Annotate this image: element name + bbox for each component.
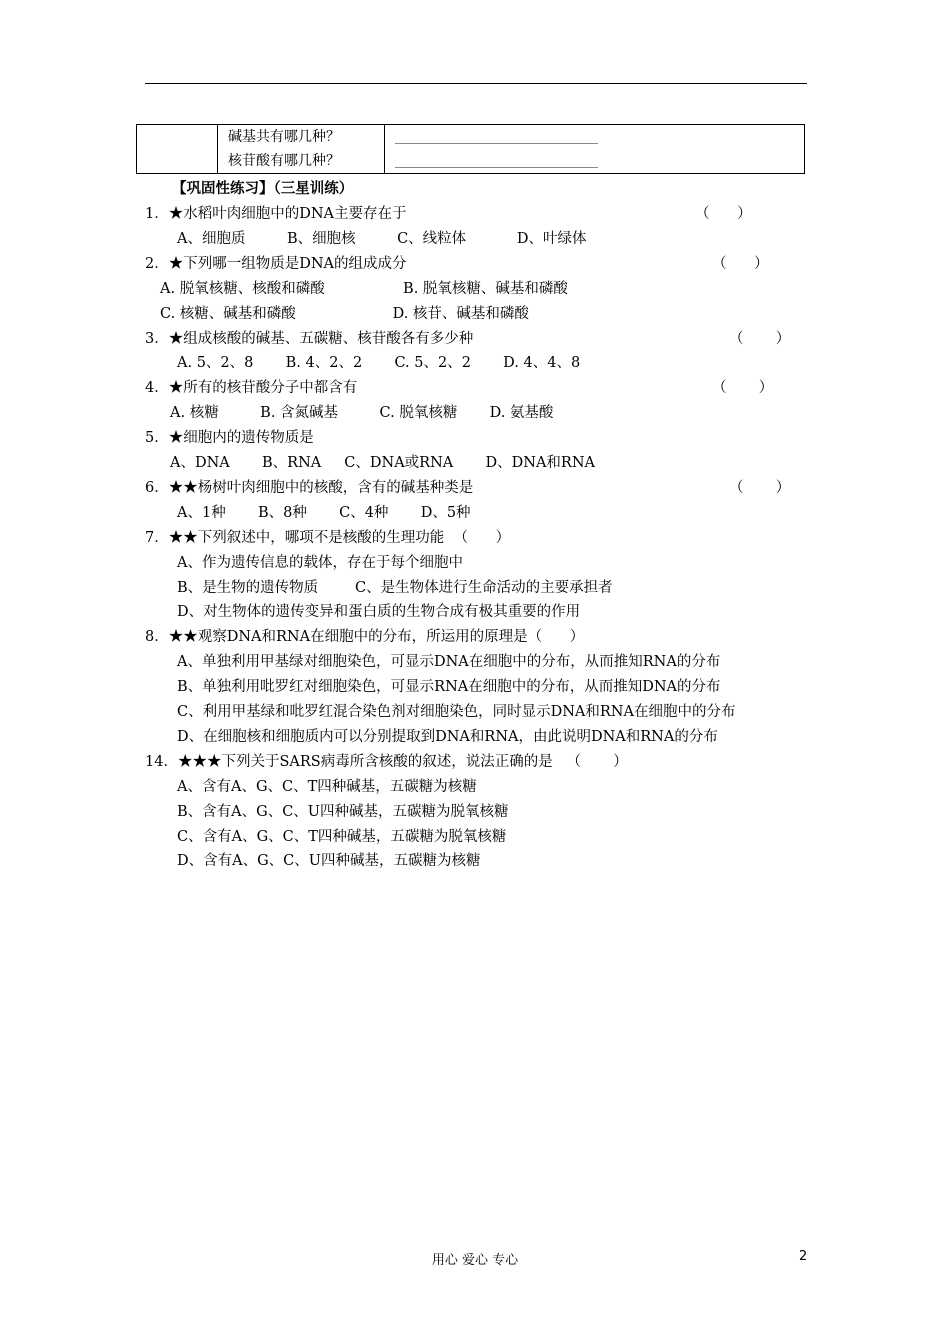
exercise-line: D、含有A、G、C、U四种碱基，五碳糖为核糖 — [177, 853, 481, 870]
answer-bracket: （ ） — [729, 330, 791, 347]
exercise-line: B、是生物的遗传物质 C、是生物体进行生命活动的主要承担者 — [177, 579, 613, 596]
exercise-line: A、DNA B、RNA C、DNA或RNA D、DNA和RNA — [170, 455, 596, 471]
exercise-line: 8．★★观察DNA和RNA在细胞中的分布，所运用的原理是（ ） — [145, 629, 585, 646]
page-number: 2 — [799, 1249, 808, 1264]
page-footer: 用心 爱心 专心 — [431, 1253, 519, 1268]
answer-bracket: （ ） — [695, 206, 752, 222]
exercise-line: A、细胞质 B、细胞核 C、线粒体 D、叶绿体 — [177, 230, 587, 247]
table-empty-cell — [137, 125, 218, 174]
exercise-line: C、含有A、G、C、T四种碱基，五碳糖为脱氧核糖 — [177, 828, 507, 845]
exercise-line: 3．★组成核酸的碱基、五碳糖、核苷酸各有多少种 — [145, 330, 474, 347]
exercise-line: C. 核糖、碱基和磷酸 D. 核苷、碱基和磷酸 — [160, 305, 529, 322]
header-rule — [145, 83, 807, 84]
exercise-line: A、1种 B、8种 C、4种 D、5种 — [177, 504, 471, 521]
exercise-line: 6．★★杨树叶肉细胞中的核酸，含有的碱基种类是 — [145, 479, 474, 496]
exercise-line: A. 核糖 B. 含氮碱基 C. 脱氧核糖 D. 氨基酸 — [170, 405, 554, 422]
answer-blank-1 — [385, 125, 804, 149]
exercise-line: A、含有A、G、C、T四种碱基，五碳糖为核糖 — [177, 778, 477, 795]
table-question-cell — [218, 125, 385, 174]
table-question-1: 碱基共有哪几种？ — [228, 129, 340, 145]
table-answer-cell — [385, 125, 805, 174]
exercise-line: 7．★★下列叙述中，哪项不是核酸的生理功能 （ ） — [145, 529, 511, 546]
answer-bracket: （ ） — [712, 380, 774, 397]
summary-table — [136, 124, 805, 174]
exercise-line: 14．★★★下列关于SARS病毒所含核酸的叙述，说法正确的是 （ ） — [145, 753, 628, 770]
exercise-line: B、含有A、G、C、U四种碱基，五碳糖为脱氧核糖 — [177, 803, 509, 820]
table-question-2: 核苷酸有哪几种？ — [228, 153, 340, 169]
exercise-line: C、利用甲基绿和吡罗红混合染色剂对细胞染色，同时显示DNA和RNA在细胞中的分布 — [177, 704, 736, 720]
answer-bracket: （ ） — [729, 479, 791, 496]
exercise-line: 1．★水稻叶肉细胞中的DNA主要存在于 — [145, 206, 407, 222]
exercise-line: A. 5、2、8 B. 4、2、2 C. 5、2、2 D. 4、4、8 — [177, 355, 581, 372]
answer-blank-2 — [385, 149, 804, 173]
exercise-line: A、单独利用甲基绿对细胞染色，可显示DNA在细胞中的分布，从而推知RNA的分布 — [177, 654, 721, 671]
exercise-line: B、单独利用吡罗红对细胞染色，可显示RNA在细胞中的分布，从而推知DNA的分布 — [177, 679, 721, 696]
exercise-line: 2．★下列哪一组物质是DNA的组成成分 — [145, 255, 407, 272]
exercise-line: D、在细胞核和细胞质内可以分别提取到DNA和RNA，由此说明DNA和RNA的分布 — [177, 728, 718, 745]
exercise-line: 5．★细胞内的遗传物质是 — [145, 430, 314, 447]
exercise-line: 4．★所有的核苷酸分子中都含有 — [145, 380, 358, 397]
section-title: 【巩固性练习】（三星训练） — [172, 180, 354, 197]
exercise-line: D、对生物体的遗传变异和蛋白质的生物合成有极其重要的作用 — [177, 604, 581, 621]
exercise-line: A. 脱氧核糖、核酸和磷酸 B. 脱氧核糖、碱基和磷酸 — [160, 280, 568, 297]
answer-bracket: （ ） — [712, 255, 769, 272]
exercise-line: A、作为遗传信息的载体，存在于每个细胞中 — [177, 554, 463, 571]
